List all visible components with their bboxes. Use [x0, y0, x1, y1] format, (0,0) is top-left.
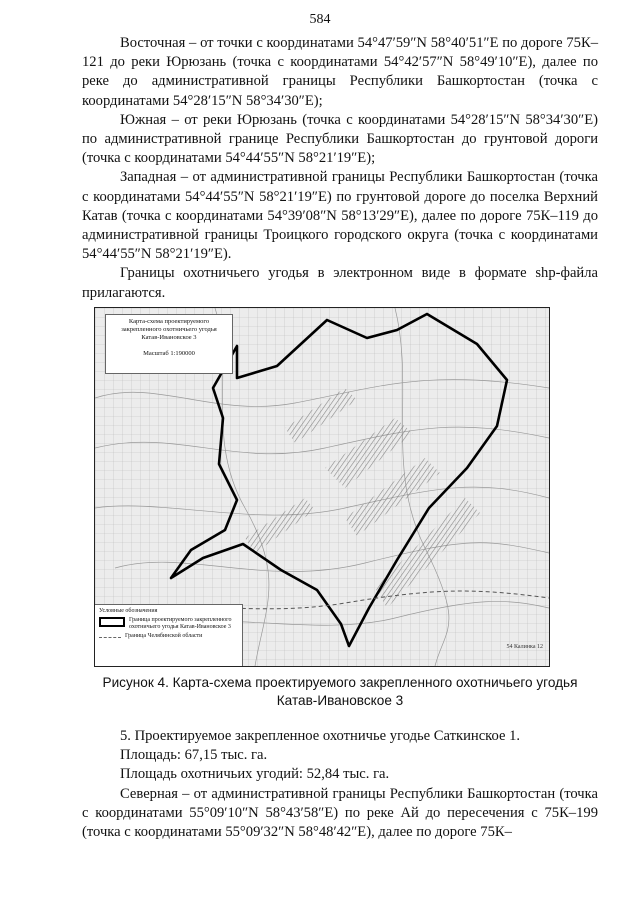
area-total: Площадь: 67,15 тыс. га. [120, 747, 268, 764]
legend-title: Условные обозначения [99, 608, 158, 614]
map-corner-label: 54 Калинка 12 [506, 644, 543, 650]
boundary-description [82, 34, 598, 303]
paragraph-north: Северная – от административной границы Республики Башкортостан (точка с координатами 55°09′10″N 58°43′58″E) по реке Ай до пересечения с 75К–199 (точка с координатами 55°09′32″N 58°48′42″E), далее по дороге 75К– [82, 785, 598, 841]
section-heading: 5. Проектируемое закрепленное охотничье угодье Саткинское 1. [120, 728, 521, 744]
map-scale: Масштаб 1:190000 [143, 350, 195, 357]
map-title-line: Катав-Ивановское 3 [141, 334, 197, 341]
figure-caption [82, 674, 598, 710]
legend-swatch-region [99, 637, 121, 638]
map-title-line: Карта-схема проектируемого [128, 318, 210, 325]
legend-item [99, 633, 238, 640]
paragraph-shp-note: Границы охотничьего угодья в электронном виде в формате shp-файла прилагаются. [82, 265, 598, 301]
area-hunting: Площадь охотничьих угодий: 52,84 тыс. га. [120, 766, 390, 783]
map-title-box [105, 314, 233, 374]
paragraph-south: Южная – от реки Юрюзань (точка с координатами 54°28′15″N 58°34′30″E) по административной границе Республики Башкортостан до грунтовой дороги (точка с координатами 54°44′55″N 58°21′19″E); [82, 111, 598, 167]
map-figure [94, 307, 550, 667]
page-number: 584 [309, 12, 331, 27]
legend-item [99, 617, 238, 631]
legend-label: Граница Челябинской области [125, 633, 203, 639]
map-legend [95, 604, 243, 666]
legend-swatch-boundary [99, 617, 125, 627]
legend-label: Граница проектируемого закрепленного охотничьего угодья Катав-Ивановское 3 [129, 617, 232, 630]
caption-line: Рисунок 4. Карта-схема проектируемого закрепленного охотничьего угодья [102, 675, 578, 690]
paragraph-west: Западная – от административной границы Республики Башкортостан (точка с координатами 54°44′55″N 58°21′19″E) по грунтовой дороге до поселка Верхний Катав (точка с координатами 54°39′08″N 58°13′29″E), далее по дороге 75К–119 до административной границы Троицкого городского округа (точка с координатами 54°44′55″N 58°21′19″E). [82, 169, 598, 263]
map-title-line: закрепленного охотничьего угодья [121, 326, 217, 333]
paragraph-east: Восточная – от точки с координатами 54°47′59″N 58°40′51″E по дороге 75К–121 до реки Юрюзань (точка с координатами 54°42′57″N 58°49′10″E), далее по реке до административной границы Республики Башкортостан (точка с координатами 54°28′15″N 58°34′30″E); [82, 35, 598, 109]
caption-line: Катав-Ивановское 3 [276, 693, 404, 708]
next-section [82, 727, 598, 842]
